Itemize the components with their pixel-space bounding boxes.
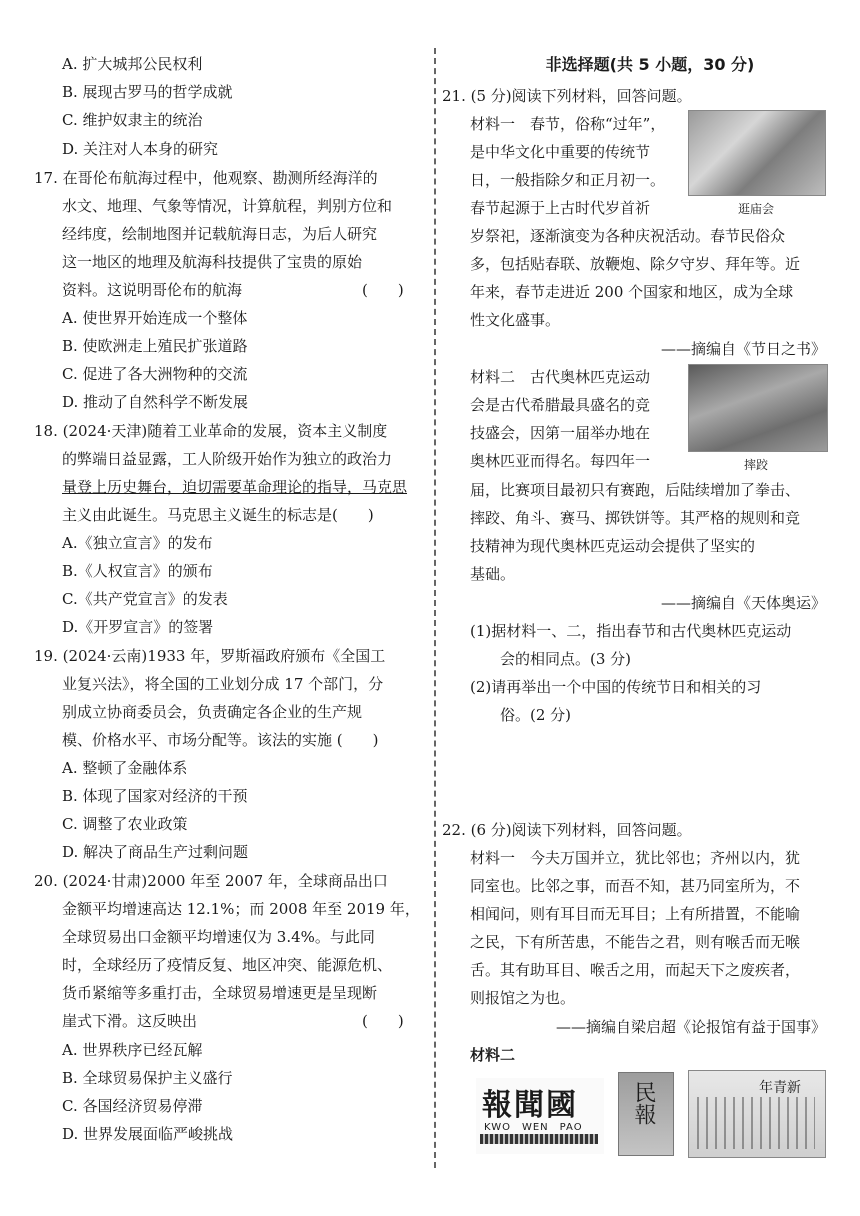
q21-m1-line-5: 岁祭祀，逐渐演变为各种庆祝活动。春节民俗众 [470, 227, 786, 245]
q16-option-d: D. 关注对人本身的研究 [62, 140, 219, 158]
q19-option-c: C. 调整了农业政策 [62, 815, 188, 833]
q21-m1-source: ——摘编自《节日之书》 [660, 340, 826, 358]
q17-stem-3: 经纬度，绘制地图并记载航海日志，为后人研究 [62, 225, 378, 243]
column-divider [434, 48, 436, 1168]
q17-stem-2: 水文、地理、气象等情况，计算航程，判别方位和 [62, 197, 393, 215]
q20-stem-4: 时，全球经历了疫情反复、地区冲突、能源危机、 [62, 956, 393, 974]
q20-option-c: C. 各国经济贸易停滞 [62, 1097, 203, 1115]
q17-option-b: B. 使欧洲走上殖民扩张道路 [62, 337, 248, 355]
q19-option-b: B. 体现了国家对经济的干预 [62, 787, 248, 805]
q21-m2-line-4: 奥林匹亚而得名。每四年一 [470, 452, 651, 470]
kwo-wen-pao-title: 報聞國 [482, 1088, 578, 1123]
q17-answer-bracket: ( ) [362, 281, 404, 299]
q16-option-a: A. 扩大城邦公民权利 [62, 55, 203, 73]
q18-option-a: A.《独立宣言》的发布 [62, 534, 213, 552]
temple-fair-caption: 逛庙会 [737, 202, 774, 216]
q18-stem-4: 主义由此诞生。马克思主义诞生的标志是( ) [62, 506, 374, 524]
q18-stem-1: 18. (2024·天津)随着工业革命的发展，资本主义制度 [34, 422, 388, 440]
q21-sub2-line-1: (2)请再举出一个中国的传统节日和相关的习 [470, 678, 762, 696]
q17-stem-4: 这一地区的地理及航海科技提供了宝贵的原始 [62, 253, 363, 271]
q22-heading: 22. (6 分)阅读下列材料，回答问题。 [442, 821, 692, 839]
q21-m2-line-3: 技盛会，因第一届举办地在 [470, 424, 651, 442]
q20-option-d: D. 世界发展面临严峻挑战 [62, 1125, 234, 1143]
temple-fair-photo [688, 110, 826, 196]
q21-m1-line-2: 是中华文化中重要的传统节 [470, 143, 651, 161]
q20-stem-3: 全球贸易出口金额平均增速仅为 3.4%。与此同 [62, 928, 375, 946]
section-title: 非选择题(共 5 小题，30 分) [545, 55, 755, 74]
q18-option-b: B.《人权宣言》的颁布 [62, 562, 213, 580]
q21-m1-line-1: 材料一 春节，俗称“过年”， [470, 115, 666, 133]
q22-m1-line-6: 则报馆之为也。 [470, 989, 576, 1007]
q17-option-c: C. 促进了各大洲物种的交流 [62, 365, 248, 383]
q21-m2-line-1: 材料二 古代奥林匹克运动 [470, 368, 651, 386]
q22-m1-line-1: 材料一 今夫万国并立，犹比邻也；齐州以内，犹 [470, 849, 801, 867]
q21-m2-line-8: 基础。 [470, 565, 516, 583]
q22-m1-line-4: 之民，下有所苦患，不能告之君，则有喉舌而无喉 [470, 933, 801, 951]
q21-sub1-line-2: 会的相同点。(3 分) [470, 650, 632, 668]
q21-m2-line-5: 届，比赛项目最初只有赛跑，后陆续增加了拳击、 [470, 481, 801, 499]
q21-sub2-line-2: 俗。(2 分) [470, 706, 572, 724]
q20-stem-1: 20. (2024·甘肃)2000 年至 2007 年，全球商品出口 [34, 872, 388, 890]
q20-stem-5: 货币紧缩等多重打击，全球贸易增速更是呈现断 [62, 984, 378, 1002]
kwo-wen-pao-image [476, 1078, 604, 1154]
q19-stem-1: 19. (2024·云南)1933 年，罗斯福政府颁布《全国工 [34, 647, 386, 665]
q21-m1-line-3: 日，一般指除夕和正月初一。 [470, 171, 666, 189]
q21-m1-line-7: 年来，春节走进近 200 个国家和地区，成为全球 [470, 283, 794, 301]
q21-heading: 21. (5 分)阅读下列材料，回答问题。 [442, 87, 692, 105]
q18-option-c: C.《共产党宣言》的发表 [62, 590, 228, 608]
q19-stem-3: 别成立协商委员会，负责确定各企业的生产规 [62, 703, 363, 721]
q19-stem-4: 模、价格水平、市场分配等。该法的实施 ( ) [62, 731, 379, 749]
q21-m1-line-8: 性文化盛事。 [470, 311, 561, 329]
q21-sub1-line-1: (1)据材料一、二，指出春节和古代奥林匹克运动 [470, 622, 792, 640]
q17-option-a: A. 使世界开始连成一个整体 [62, 309, 248, 327]
q19-stem-2: 业复兴法》，将全国的工业划分成 17 个部门，分 [62, 675, 384, 693]
q21-m1-line-6: 多，包括贴春联、放鞭炮、除夕守岁、拜年等。近 [470, 255, 801, 273]
q16-option-b: B. 展现古罗马的哲学成就 [62, 83, 233, 101]
q22-m2-label: 材料二 [470, 1046, 516, 1064]
min-bao-title: 民報 [631, 1081, 656, 1125]
q21-m2-line-2: 会是古代希腊最具盛名的竞 [470, 396, 651, 414]
q18-stem-2: 的弊端日益显露，工人阶级开始作为独立的政治力 [62, 450, 393, 468]
q20-stem-6: 崖式下滑。这反映出 [62, 1012, 198, 1030]
q18-option-d: D.《开罗宣言》的签署 [62, 618, 214, 636]
q20-stem-2: 金额平均增速高达 12.1%；而 2008 年至 2019 年， [62, 900, 420, 918]
q20-answer-bracket: ( ) [362, 1012, 404, 1030]
q17-stem-1: 17. 在哥伦布航海过程中，他观察、勘测所经海洋的 [34, 169, 378, 187]
q17-stem-5: 资料。这说明哥伦布的航海 [62, 281, 243, 299]
q16-option-c: C. 维护奴隶主的统治 [62, 111, 203, 129]
q22-m1-line-2: 同室也。比邻之事，而吾不知，甚乃同室所为，不 [470, 877, 801, 895]
q21-m2-source: ——摘编自《天体奥运》 [660, 594, 826, 612]
wrestling-caption: 摔跤 [743, 458, 768, 472]
q22-m1-source: ——摘编自梁启超《论报馆有益于国事》 [555, 1018, 826, 1036]
kwo-wen-pao-roman: KWO WEN PAO [484, 1122, 583, 1133]
q21-m1-line-4: 春节起源于上古时代岁首祈 [470, 199, 651, 217]
q21-m2-line-6: 摔跤、角斗、赛马、掷铁饼等。其严格的规则和竞 [470, 509, 801, 527]
new-youth-title: 年青新 [759, 1080, 801, 1096]
q22-m1-line-3: 相闻问，则有耳目而无耳目；上有所措置，不能喻 [470, 905, 801, 923]
q22-m1-line-5: 舌。其有助耳目、喉舌之用，而起天下之废疾者， [470, 961, 801, 979]
kwo-wen-pao-fineprint [480, 1134, 598, 1144]
q21-m2-line-7: 技精神为现代奥林匹克运动会提供了坚实的 [470, 537, 756, 555]
q18-stem-3: 量登上历史舞台，迫切需要革命理论的指导，马克思 [62, 478, 408, 496]
min-bao-image [618, 1072, 674, 1156]
wrestling-relief-photo [688, 364, 828, 452]
q20-option-a: A. 世界秩序已经瓦解 [62, 1041, 203, 1059]
q19-option-d: D. 解决了商品生产过剩问题 [62, 843, 249, 861]
new-youth-image [688, 1070, 826, 1158]
q17-option-d: D. 推动了自然科学不断发展 [62, 393, 249, 411]
q20-option-b: B. 全球贸易保护主义盛行 [62, 1069, 233, 1087]
new-youth-text-columns [697, 1097, 815, 1149]
q19-option-a: A. 整顿了金融体系 [62, 759, 188, 777]
